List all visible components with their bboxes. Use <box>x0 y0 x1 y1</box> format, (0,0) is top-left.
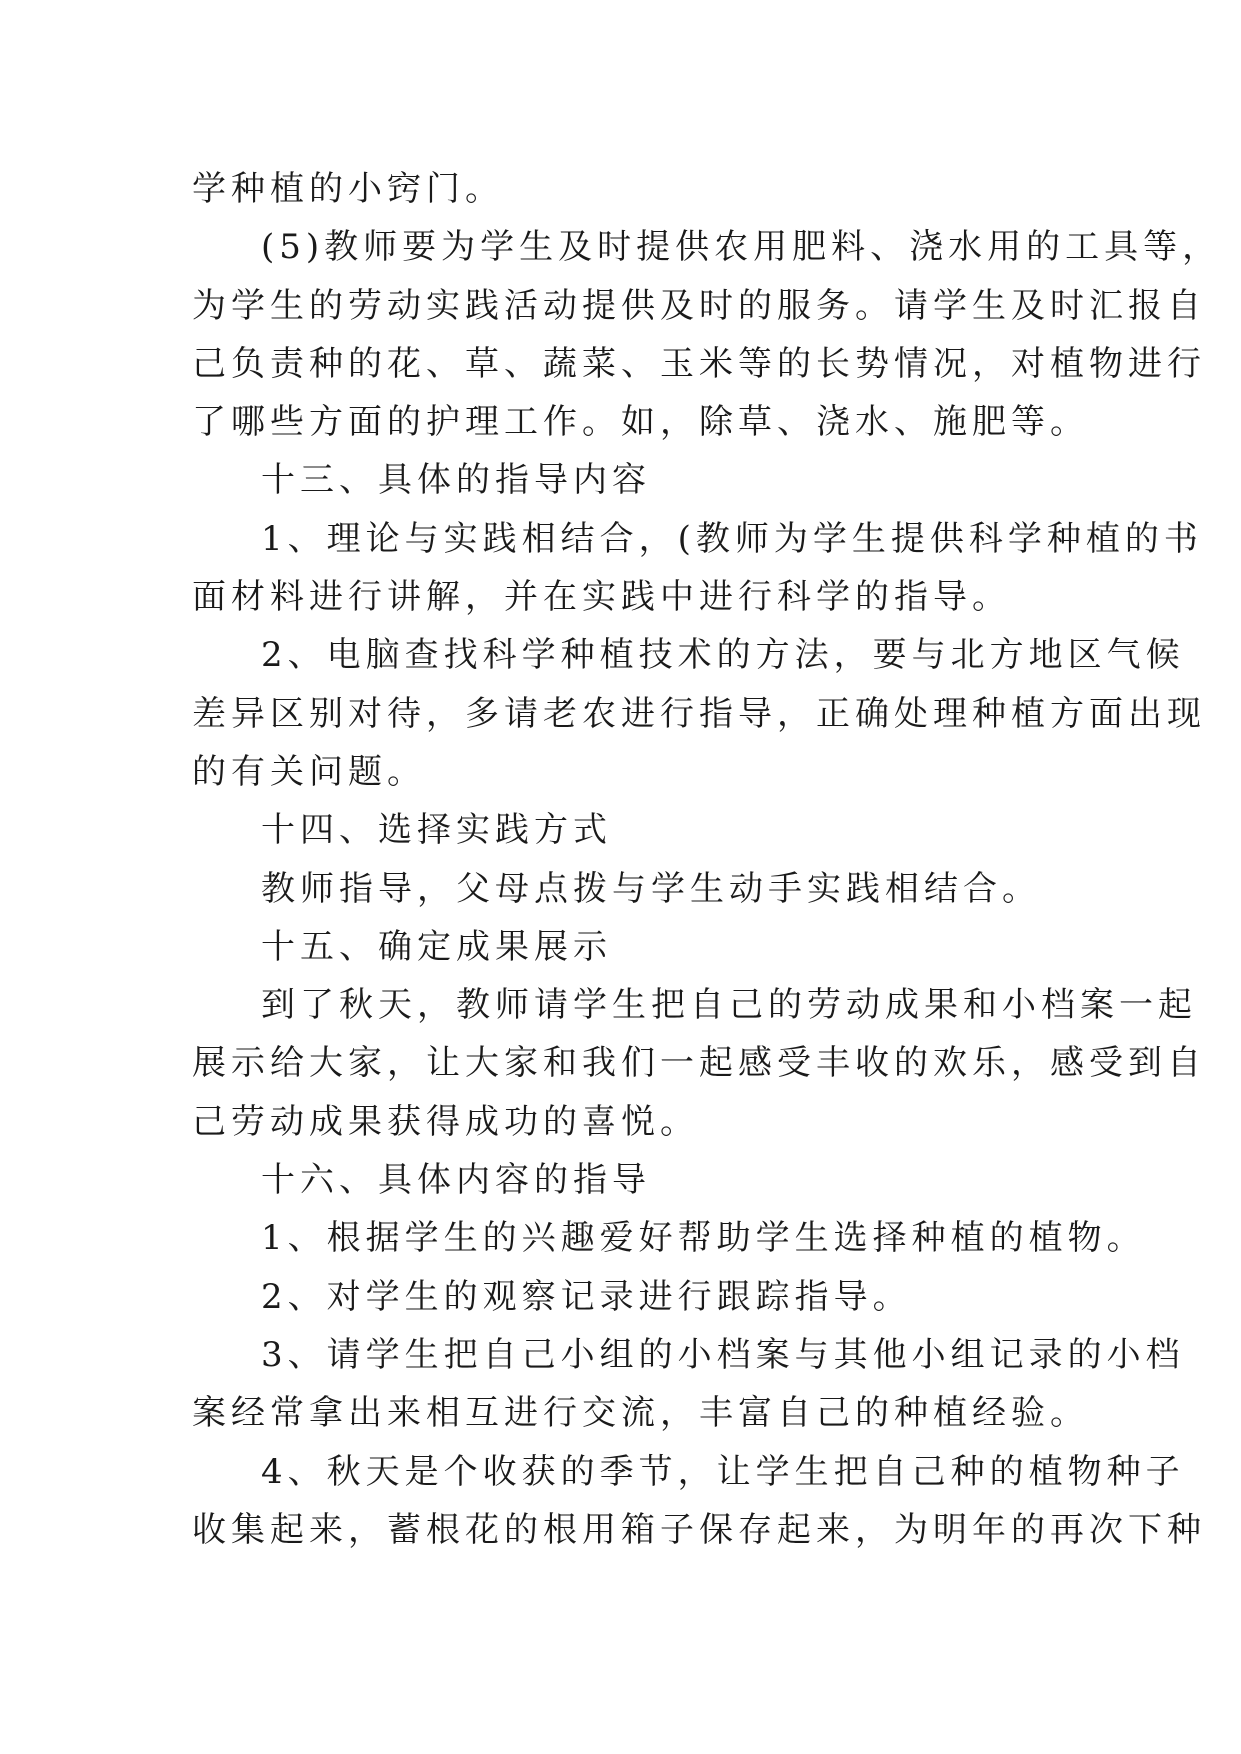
text-line: (5)教师要为学生及时提供农用肥料、浇水用的工具等， <box>261 227 1222 268</box>
text-line: 展示给大家，让大家和我们一起感受丰收的欢乐，感受到自 <box>192 1043 1206 1084</box>
text-line: 差异区别对待，多请老农进行指导，正确处理种植方面出现 <box>192 693 1206 734</box>
text-line: 为学生的劳动实践活动提供及时的服务。请学生及时汇报自 <box>192 285 1206 326</box>
section-heading: 十五、确定成果展示 <box>261 926 612 967</box>
text-line: 己劳动成果获得成功的喜悦。 <box>192 1101 699 1142</box>
document-body <box>192 160 1222 1559</box>
text-line: 2、对学生的观察记录进行跟踪指导。 <box>261 1276 912 1317</box>
text-line: 1、根据学生的兴趣爱好帮助学生选择种植的植物。 <box>261 1218 1146 1259</box>
text-line: 己负责种的花、草、蔬菜、玉米等的长势情况，对植物进行 <box>192 343 1206 384</box>
text-line: 1、理论与实践相结合，(教师为学生提供科学种植的书 <box>261 518 1203 559</box>
text-line: 3、请学生把自己小组的小档案与其他小组记录的小档 <box>261 1334 1185 1375</box>
text-line: 学种植的小窍门。 <box>192 169 504 209</box>
section-heading: 十六、具体内容的指导 <box>261 1160 651 1201</box>
text-line: 收集起来，蓄根花的根用箱子保存起来，为明年的再次下种 <box>192 1509 1206 1550</box>
text-line: 4、秋天是个收获的季节，让学生把自己种的植物种子 <box>261 1451 1185 1492</box>
section-heading: 十四、选择实践方式 <box>261 810 612 851</box>
text-line: 案经常拿出来相互进行交流，丰富自己的种植经验。 <box>192 1393 1089 1434</box>
text-line: 到了秋天，教师请学生把自己的劳动成果和小档案一起 <box>261 985 1197 1026</box>
section-heading: 十三、具体的指导内容 <box>261 460 651 501</box>
text-line: 了哪些方面的护理工作。如，除草、浇水、施肥等。 <box>192 402 1089 443</box>
text-line: 2、电脑查找科学种植技术的方法，要与北方地区气候 <box>261 635 1185 676</box>
text-line: 的有关问题。 <box>192 751 426 792</box>
text-line: 教师指导，父母点拨与学生动手实践相结合。 <box>261 868 1041 909</box>
text-line: 面材料进行讲解，并在实践中进行科学的指导。 <box>192 577 1011 618</box>
